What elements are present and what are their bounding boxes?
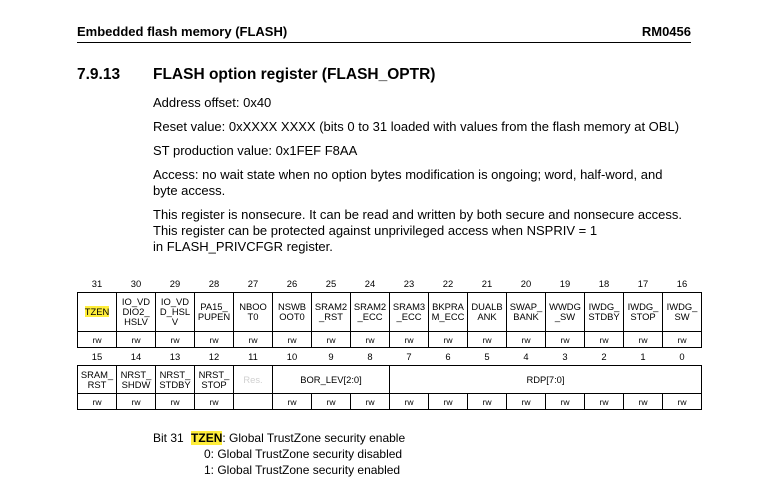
- bit-number: 22: [442, 277, 454, 289]
- page-header: [77, 24, 691, 43]
- register-map: [77, 275, 702, 410]
- access-type-reserved: [234, 394, 273, 410]
- bit-number: 12: [208, 350, 220, 362]
- access-type: rw: [273, 332, 312, 348]
- st-production-value: ST production value: 0x1FEF F8AA: [153, 143, 358, 158]
- access-type: rw: [390, 332, 429, 348]
- field-dualbank: DUALB ANK: [468, 293, 507, 332]
- bit-number: 21: [481, 277, 493, 289]
- field-pa15-pupen: PA15_ PUPEN: [195, 293, 234, 332]
- bit-number: 4: [523, 350, 529, 362]
- lower-access-types: [78, 394, 702, 410]
- access-type: rw: [624, 394, 663, 410]
- bit-number: 19: [559, 277, 571, 289]
- upper-field-names: [78, 293, 702, 332]
- bit-number: 14: [130, 350, 142, 362]
- field-io-vdd-hslv: IO_VD D_HSL V: [156, 293, 195, 332]
- field-wwdg-sw: WWDG _SW: [546, 293, 585, 332]
- access-type: rw: [195, 332, 234, 348]
- access-type: rw: [468, 332, 507, 348]
- field-nrst-stop: NRST_ STOP: [195, 366, 234, 394]
- bit-number: 9: [328, 350, 334, 362]
- field-tzen: [78, 293, 117, 332]
- access-type: rw: [390, 394, 429, 410]
- access-type: rw: [351, 332, 390, 348]
- access-type: rw: [624, 332, 663, 348]
- access-type: rw: [429, 332, 468, 348]
- field-sram2-rst: SRAM2 _RST: [312, 293, 351, 332]
- bit-number: 0: [679, 350, 685, 362]
- bit-number: 20: [520, 277, 532, 289]
- chapter-title: Embedded flash memory (FLASH): [77, 24, 288, 39]
- bit-option-0: 0: Global TrustZone security disabled: [204, 447, 403, 461]
- bit-number: 30: [130, 277, 142, 289]
- access-type: rw: [234, 332, 273, 348]
- field-sram-rst: SRAM_ RST: [78, 366, 117, 394]
- bit-number: 15: [91, 350, 103, 362]
- field-io-vddio2-hslv: IO_VD DIO2_ HSLV: [117, 293, 156, 332]
- bit-number: 1: [640, 350, 646, 362]
- nonsecure-line-1: This register is nonsecure. It can be read and written by both secure and nonsecure access.: [153, 207, 682, 222]
- field-name-highlight: TZEN: [84, 306, 110, 317]
- access-type: rw: [78, 394, 117, 410]
- bit-number: 27: [247, 277, 259, 289]
- field-reserved: Res.: [234, 366, 273, 394]
- bit-number: 18: [598, 277, 610, 289]
- upper-bit-numbers: [78, 275, 702, 293]
- bit-number: 8: [367, 350, 373, 362]
- lower-bit-numbers: [78, 348, 702, 366]
- nonsecure-line-3: in FLASH_PRIVCFGR register.: [153, 239, 333, 254]
- field-nrst-stdby: NRST_ STDBY: [156, 366, 195, 394]
- access-type: rw: [312, 394, 351, 410]
- section-title: FLASH option register (FLASH_OPTR): [153, 66, 436, 83]
- field-rdp: RDP[7:0]: [390, 366, 702, 394]
- reset-value: Reset value: 0xXXXX XXXX (bits 0 to 31 loaded with values from the flash memory at OBL): [153, 119, 680, 134]
- bit-number: 17: [637, 277, 649, 289]
- lower-field-names: [78, 366, 702, 394]
- section-heading: [77, 66, 435, 84]
- access-type: rw: [546, 332, 585, 348]
- bit-number: 3: [562, 350, 568, 362]
- bit-field-description: : Global TrustZone security enable: [222, 431, 406, 445]
- access-type: rw: [156, 394, 195, 410]
- bit-description-line: [153, 430, 405, 446]
- access-type: rw: [195, 394, 234, 410]
- field-iwdg-sw: IWDG_ SW: [663, 293, 702, 332]
- access-type: rw: [117, 394, 156, 410]
- bit-number: 29: [169, 277, 181, 289]
- access-line-1: Access: no wait state when no option bytes modification is ongoing; word, half-word, and: [153, 167, 663, 182]
- address-offset: Address offset: 0x40: [153, 95, 272, 110]
- bit-field-name: TZEN: [191, 431, 223, 445]
- field-bkpram-ecc: BKPRA M_ECC: [429, 293, 468, 332]
- bit-option-1: 1: Global TrustZone security enabled: [204, 463, 401, 477]
- access-type: rw: [78, 332, 117, 348]
- access-type: rw: [585, 394, 624, 410]
- field-swap-bank: SWAP_ BANK: [507, 293, 546, 332]
- bit-number: 13: [169, 350, 181, 362]
- bit-label: Bit 31: [153, 431, 184, 445]
- access-type: rw: [507, 332, 546, 348]
- bit-number: 5: [484, 350, 490, 362]
- bit-number: 23: [403, 277, 415, 289]
- bit-number: 11: [248, 350, 258, 362]
- access-type: rw: [156, 332, 195, 348]
- upper-access-types: [78, 332, 702, 348]
- bit-number: 7: [406, 350, 412, 362]
- field-nboot0: NBOO T0: [234, 293, 273, 332]
- bit-number: 2: [601, 350, 607, 362]
- bit-number: 25: [325, 277, 337, 289]
- access-type: rw: [351, 394, 390, 410]
- access-type: rw: [117, 332, 156, 348]
- field-bor-lev: BOR_LEV[2:0]: [273, 366, 390, 394]
- bit-number: 6: [445, 350, 451, 362]
- access-type: rw: [663, 394, 702, 410]
- field-sram3-ecc: SRAM3 _ECC: [390, 293, 429, 332]
- field-iwdg-stdby: IWDG_ STDBY: [585, 293, 624, 332]
- bit-number: 28: [208, 277, 220, 289]
- access-type: rw: [663, 332, 702, 348]
- field-sram2-ecc: SRAM2 _ECC: [351, 293, 390, 332]
- access-type: rw: [312, 332, 351, 348]
- access-type: rw: [273, 394, 312, 410]
- bit-number: 16: [676, 277, 688, 289]
- access-line-2: byte access.: [153, 183, 226, 198]
- access-type: rw: [507, 394, 546, 410]
- access-type: rw: [585, 332, 624, 348]
- bit-number: 26: [286, 277, 298, 289]
- bit-number: 31: [91, 277, 103, 289]
- field-iwdg-stop: IWDG_ STOP: [624, 293, 663, 332]
- access-type: rw: [468, 394, 507, 410]
- access-type: rw: [429, 394, 468, 410]
- field-nswboot0: NSWB OOT0: [273, 293, 312, 332]
- bit-number: 10: [286, 350, 298, 362]
- section-number: 7.9.13: [77, 66, 121, 83]
- nonsecure-line-2: This register can be protected against unprivileged access when NSPRIV = 1: [153, 223, 598, 238]
- bit-number: 24: [364, 277, 376, 289]
- field-nrst-shdw: NRST_ SHDW: [117, 366, 156, 394]
- doc-id: RM0456: [641, 24, 691, 39]
- access-type: rw: [546, 394, 585, 410]
